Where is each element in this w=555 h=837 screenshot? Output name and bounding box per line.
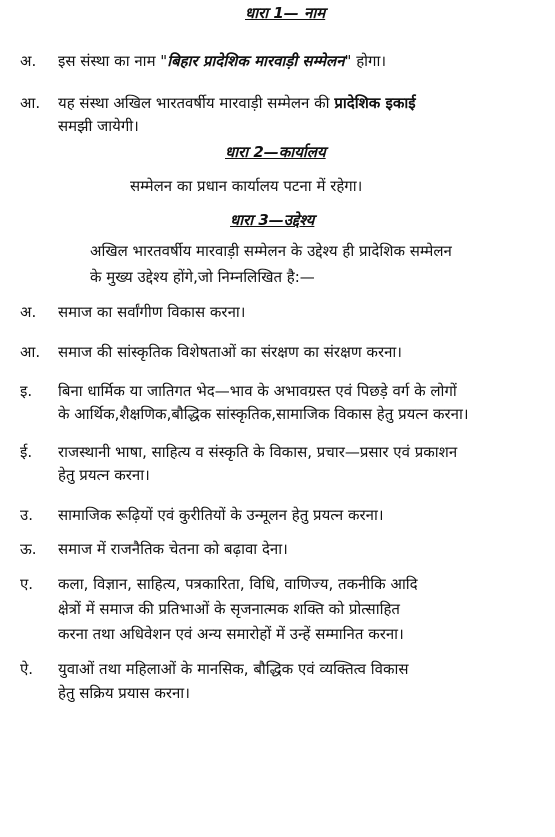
objective-8-line-1: युवाओं तथा महिलाओं के मानसिक, बौद्धिक एवं व्यक्तित्व विकास xyxy=(58,660,409,678)
objective-8-line-2: हेतु सक्रिय प्रयास करना। xyxy=(58,684,190,702)
section-1-item-1-post: " होगा। xyxy=(344,52,387,70)
section-1-heading: धारा 1— नाम xyxy=(245,4,326,22)
section-1-item-1-text xyxy=(58,52,386,70)
objective-5-marker: उ. xyxy=(20,506,33,524)
section-2-text: सम्मेलन का प्रधान कार्यालय पटना में रहेगा। xyxy=(130,177,363,195)
objective-4-line-2: हेतु प्रयत्न करना। xyxy=(58,466,150,484)
objective-3-line-1: बिना धार्मिक या जातिगत भेद—भाव के अभावग्रस्त एवं पिछड़े वर्ग के लोगों xyxy=(58,382,457,400)
objective-2-marker: आ. xyxy=(20,343,41,361)
objective-7-line-1: कला, विज्ञान, साहित्य, पत्रकारिता, विधि, वाणिज्य, तकनीकि आदि xyxy=(58,575,418,593)
section-3-heading: धारा 3—उद्देश्य xyxy=(230,211,315,229)
objective-4-line-1: राजस्थानी भाषा, साहित्य व संस्कृति के विकास, प्रचार—प्रसार एवं प्रकाशन xyxy=(58,443,458,461)
section-3-intro-line-1: अखिल भारतवर्षीय मारवाड़ी सम्मेलन के उद्देश्य ही प्रादेशिक सम्मेलन xyxy=(90,242,452,260)
section-1-item-1-pre: इस संस्था का नाम " xyxy=(58,52,168,70)
objective-3-marker: इ. xyxy=(20,382,33,400)
organization-name: बिहार प्रादेशिक मारवाड़ी सम्मेलन xyxy=(167,52,345,70)
section-1-item-2-pre: यह संस्था अखिल भारतवर्षीय मारवाड़ी सम्मेलन की xyxy=(58,94,335,112)
objective-5-line-1: सामाजिक रूढ़ियों एवं कुरीतियों के उन्मूलन हेतु प्रयत्न करना। xyxy=(58,506,384,524)
objective-8-marker: ऐ. xyxy=(20,660,34,678)
objective-7-marker: ए. xyxy=(20,575,34,593)
section-3-intro-line-2: के मुख्य उद्देश्य होंगे,जो निम्नलिखित है:— xyxy=(90,268,315,286)
objective-1-marker: अ. xyxy=(20,303,37,321)
objective-4-marker: ई. xyxy=(20,443,33,461)
section-1-item-2-marker: आ. xyxy=(20,94,41,112)
objective-7-line-2: क्षेत्रों में समाज की प्रतिभाओं के सृजनात्मक शक्ति को प्रोत्साहित xyxy=(58,600,400,618)
section-2-heading: धारा 2—कार्यालय xyxy=(225,143,326,161)
objective-6-marker: ऊ. xyxy=(20,540,37,558)
objective-1-line-1: समाज का सर्वांगीण विकास करना। xyxy=(58,303,246,321)
section-1-item-2-line-1 xyxy=(58,94,416,112)
section-1-item-2-line-2: समझी जायेगी। xyxy=(58,117,139,135)
objective-3-line-2: के आर्थिक,शैक्षणिक,बौद्धिक सांस्कृतिक,सामाजिक विकास हेतु प्रयत्न करना। xyxy=(58,405,469,423)
section-1-item-1-marker: अ. xyxy=(20,52,37,70)
objective-2-line-1: समाज की सांस्कृतिक विशेषताओं का संरक्षण का संरक्षण करना। xyxy=(58,343,402,361)
objective-7-line-3: करना तथा अधिवेशन एवं अन्य समारोहों में उन्हें सम्मानित करना। xyxy=(58,625,404,643)
objective-6-line-1: समाज में राजनैतिक चेतना को बढ़ावा देना। xyxy=(58,540,288,558)
regional-unit-label: प्रादेशिक इकाई xyxy=(334,94,416,112)
